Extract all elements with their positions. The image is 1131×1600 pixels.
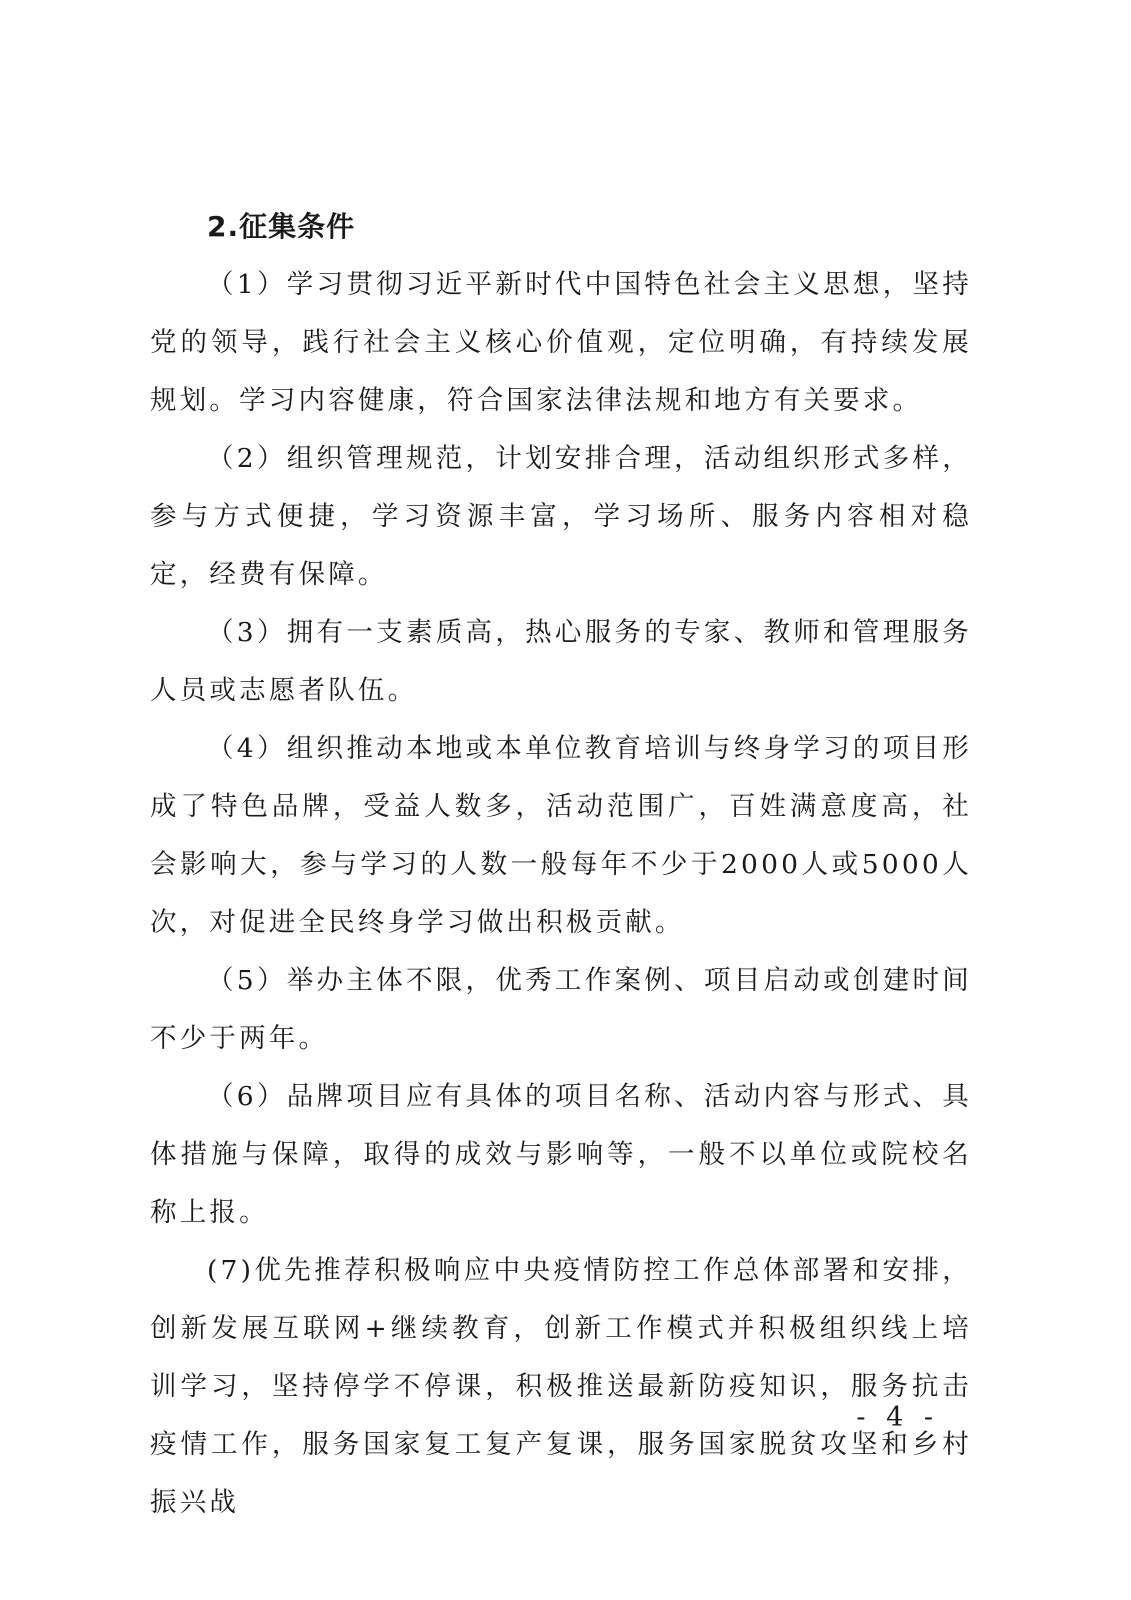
paragraph-2: （2）组织管理规范，计划安排合理，活动组织形式多样，参与方式便捷，学习资源丰富，学习场所、服务内容相对稳定，经费有保障。 [150, 443, 972, 590]
paragraph-6: （6）品牌项目应有具体的项目名称、活动内容与形式、具体措施与保障，取得的成效与影响等，一般不以单位或院校名称上报。 [150, 1081, 972, 1228]
paragraph-3: （3）拥有一支素质高，热心服务的专家、教师和管理服务人员或志愿者队伍。 [150, 617, 972, 706]
paragraph-7: (7)优先推荐积极响应中央疫情防控工作总体部署和安排，创新发展互联网+继续教育，创新工作模式并积极组织线上培训学习，坚持停学不停课，积极推送最新防疫知识，服务抗击疫情工作，服务国家复工复产复课，服务国家脱贫攻坚和乡村振兴战 [150, 1255, 972, 1518]
section-heading: 2.征集条件 [207, 210, 356, 243]
paragraph-5: （5）举办主体不限，优秀工作案例、项目启动或创建时间不少于两年。 [150, 965, 972, 1054]
document-body [150, 198, 972, 1532]
paragraph-4: （4）组织推动本地或本单位教育培训与终身学习的项目形成了特色品牌，受益人数多，活动范围广，百姓满意度高，社会影响大，参与学习的人数一般每年不少于2000人或5000人次，对促进全民终身学习做出积极贡献。 [150, 733, 972, 938]
paragraph-1: （1）学习贯彻习近平新时代中国特色社会主义思想，坚持党的领导，践行社会主义核心价值观，定位明确，有持续发展规划。学习内容健康，符合国家法律法规和地方有关要求。 [150, 269, 972, 416]
page-number: - 4 - [856, 1402, 939, 1433]
